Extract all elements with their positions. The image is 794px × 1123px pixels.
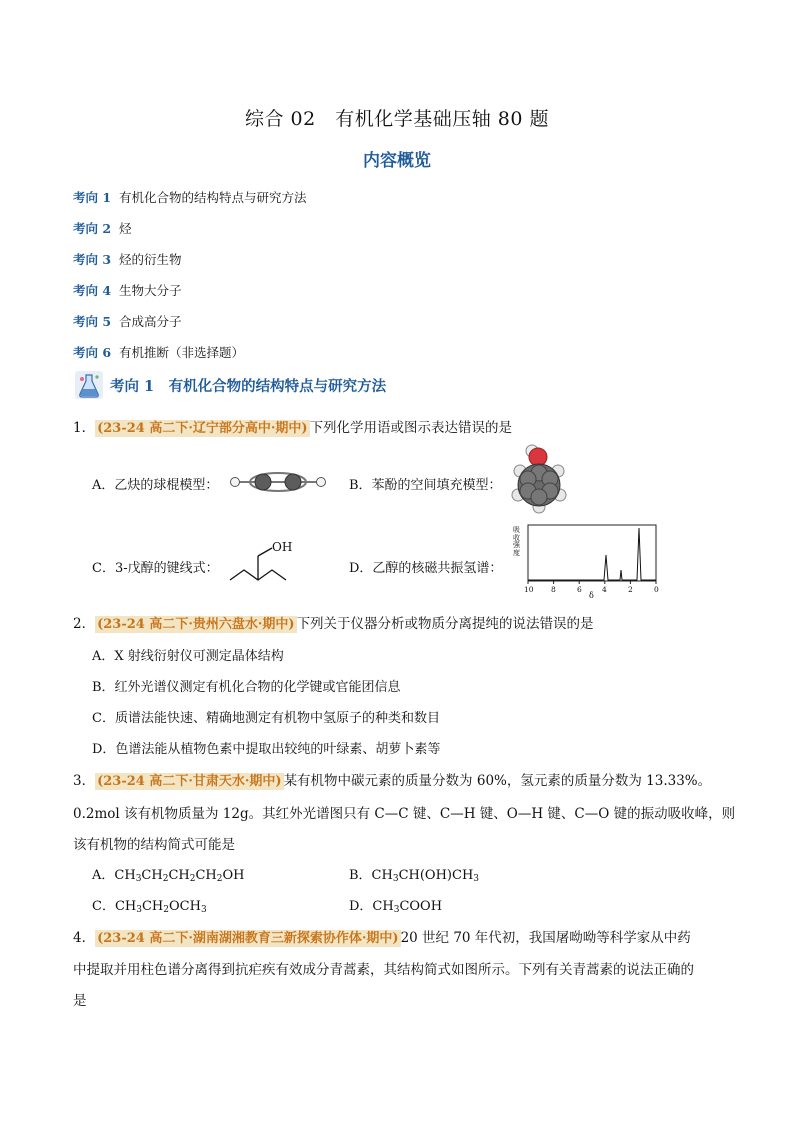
nmr-tick: 4 [602,585,607,594]
q1-option-c: C．3-戊醇的键线式： [92,561,219,576]
question-4-line-2: 中提取并用柱色谱分离得到抗疟疾有效成分青蒿素，其结构简式如图所示。下列有关青蒿素的说法正确的 [73,962,694,978]
q3-option-c: C．$CH_3CH_2OCH_3$ [92,899,207,915]
source-tag: (23-24 高二下·甘肃天水·期中) [97,774,282,789]
nmr-tick: 6 [577,585,582,594]
q1-option-d: D．乙醇的核磁共振氢谱： [349,561,503,576]
toc-item-1: 考向 1 有机化合物的结构特点与研究方法 [73,190,307,205]
q1-option-a: A．乙炔的球棍模型： [92,478,219,493]
source-tag: (23-24 高二下·辽宁部分高中·期中) [97,421,308,436]
toc-item-3: 考向 3 烃的衍生物 [73,252,182,267]
nmr-y-axis-label: 吸收强度 [513,526,520,557]
toc-item-4: 考向 4 生物大分子 [73,283,182,298]
q1-option-b: B．苯酚的空间填充模型： [349,478,502,493]
document-title: 综合 02 有机化学基础压轴 80 题 [245,108,549,130]
q2-option-b: B．红外光谱仪测定有机化合物的化学键或官能团信息 [92,680,401,695]
source-tag: (23-24 高二下·贵州六盘水·期中) [97,617,295,632]
q2-option-c: C．质谱法能快速、精确地测定有机物中氢原子的种类和数目 [92,711,440,726]
nmr-tick: 8 [551,585,556,594]
question-3-line-3: 该有机物的结构简式可能是 [73,837,235,853]
question-2: 2． (23-24 高二下·贵州六盘水·期中) 下列关于仪器分析或物质分离提纯的说法错误的是 [73,616,594,632]
3-pentanol-skeletal-formula [226,536,296,586]
toc-item-5: 考向 5 合成高分子 [73,314,182,329]
q3-option-a: A．$CH_3CH_2CH_2CH_2OH$ [92,868,245,884]
flask-icon [74,370,104,400]
q2-option-a: A．X 射线衍射仪可测定晶体结构 [92,649,284,664]
section-title: 考向 1 有机化合物的结构特点与研究方法 [110,377,387,395]
question-3: 3． (23-24 高二下·甘肃天水·期中) 某有机物中碳元素的质量分数为 60%，氢元素的质量分数为 13.33%。 [73,773,712,789]
q3-option-b: B．$CH_3CH(OH)CH_3$ [349,868,480,884]
nmr-tick: 2 [628,585,633,594]
nmr-tick: 0 [654,585,659,594]
ethanol-nmr-spectrum [512,523,662,601]
nmr-x-axis-label: δ [589,591,594,600]
nmr-tick: 10 [524,585,534,594]
overview-heading: 内容概览 [363,151,431,171]
q2-option-d: D．色谱法能从植物色素中提取出较纯的叶绿素、胡萝卜素等 [92,742,441,757]
question-3-line-2: 0.2mol 该有机物质量为 12g。其红外光谱图只有 C—C 键、C—H 键、O—H 键、C—O 键的振动吸收峰，则 [73,806,736,822]
section-header [74,371,386,399]
question-4: 4． (23-24 高二下·湖南湖湘教育三新探索协作体·期中) 20 世纪 70 年代初，我国屠呦呦等科学家从中药 [73,930,691,946]
oh-label: OH [272,540,293,554]
question-1: 1． (23-24 高二下·辽宁部分高中·期中) 下列化学用语或图示表达错误的是 [73,420,513,436]
q3-option-d: D．$CH_3COOH$ [349,899,443,915]
question-4-line-3: 是 [73,993,87,1009]
phenol-space-filling-model [508,443,570,515]
toc-item-6: 考向 6 有机推断（非选择题） [73,345,245,360]
toc-item-2: 考向 2 烃 [73,221,132,236]
acetylene-ball-stick-model [228,470,328,494]
source-tag: (23-24 高二下·湖南湖湘教育三新探索协作体·期中) [97,931,399,946]
